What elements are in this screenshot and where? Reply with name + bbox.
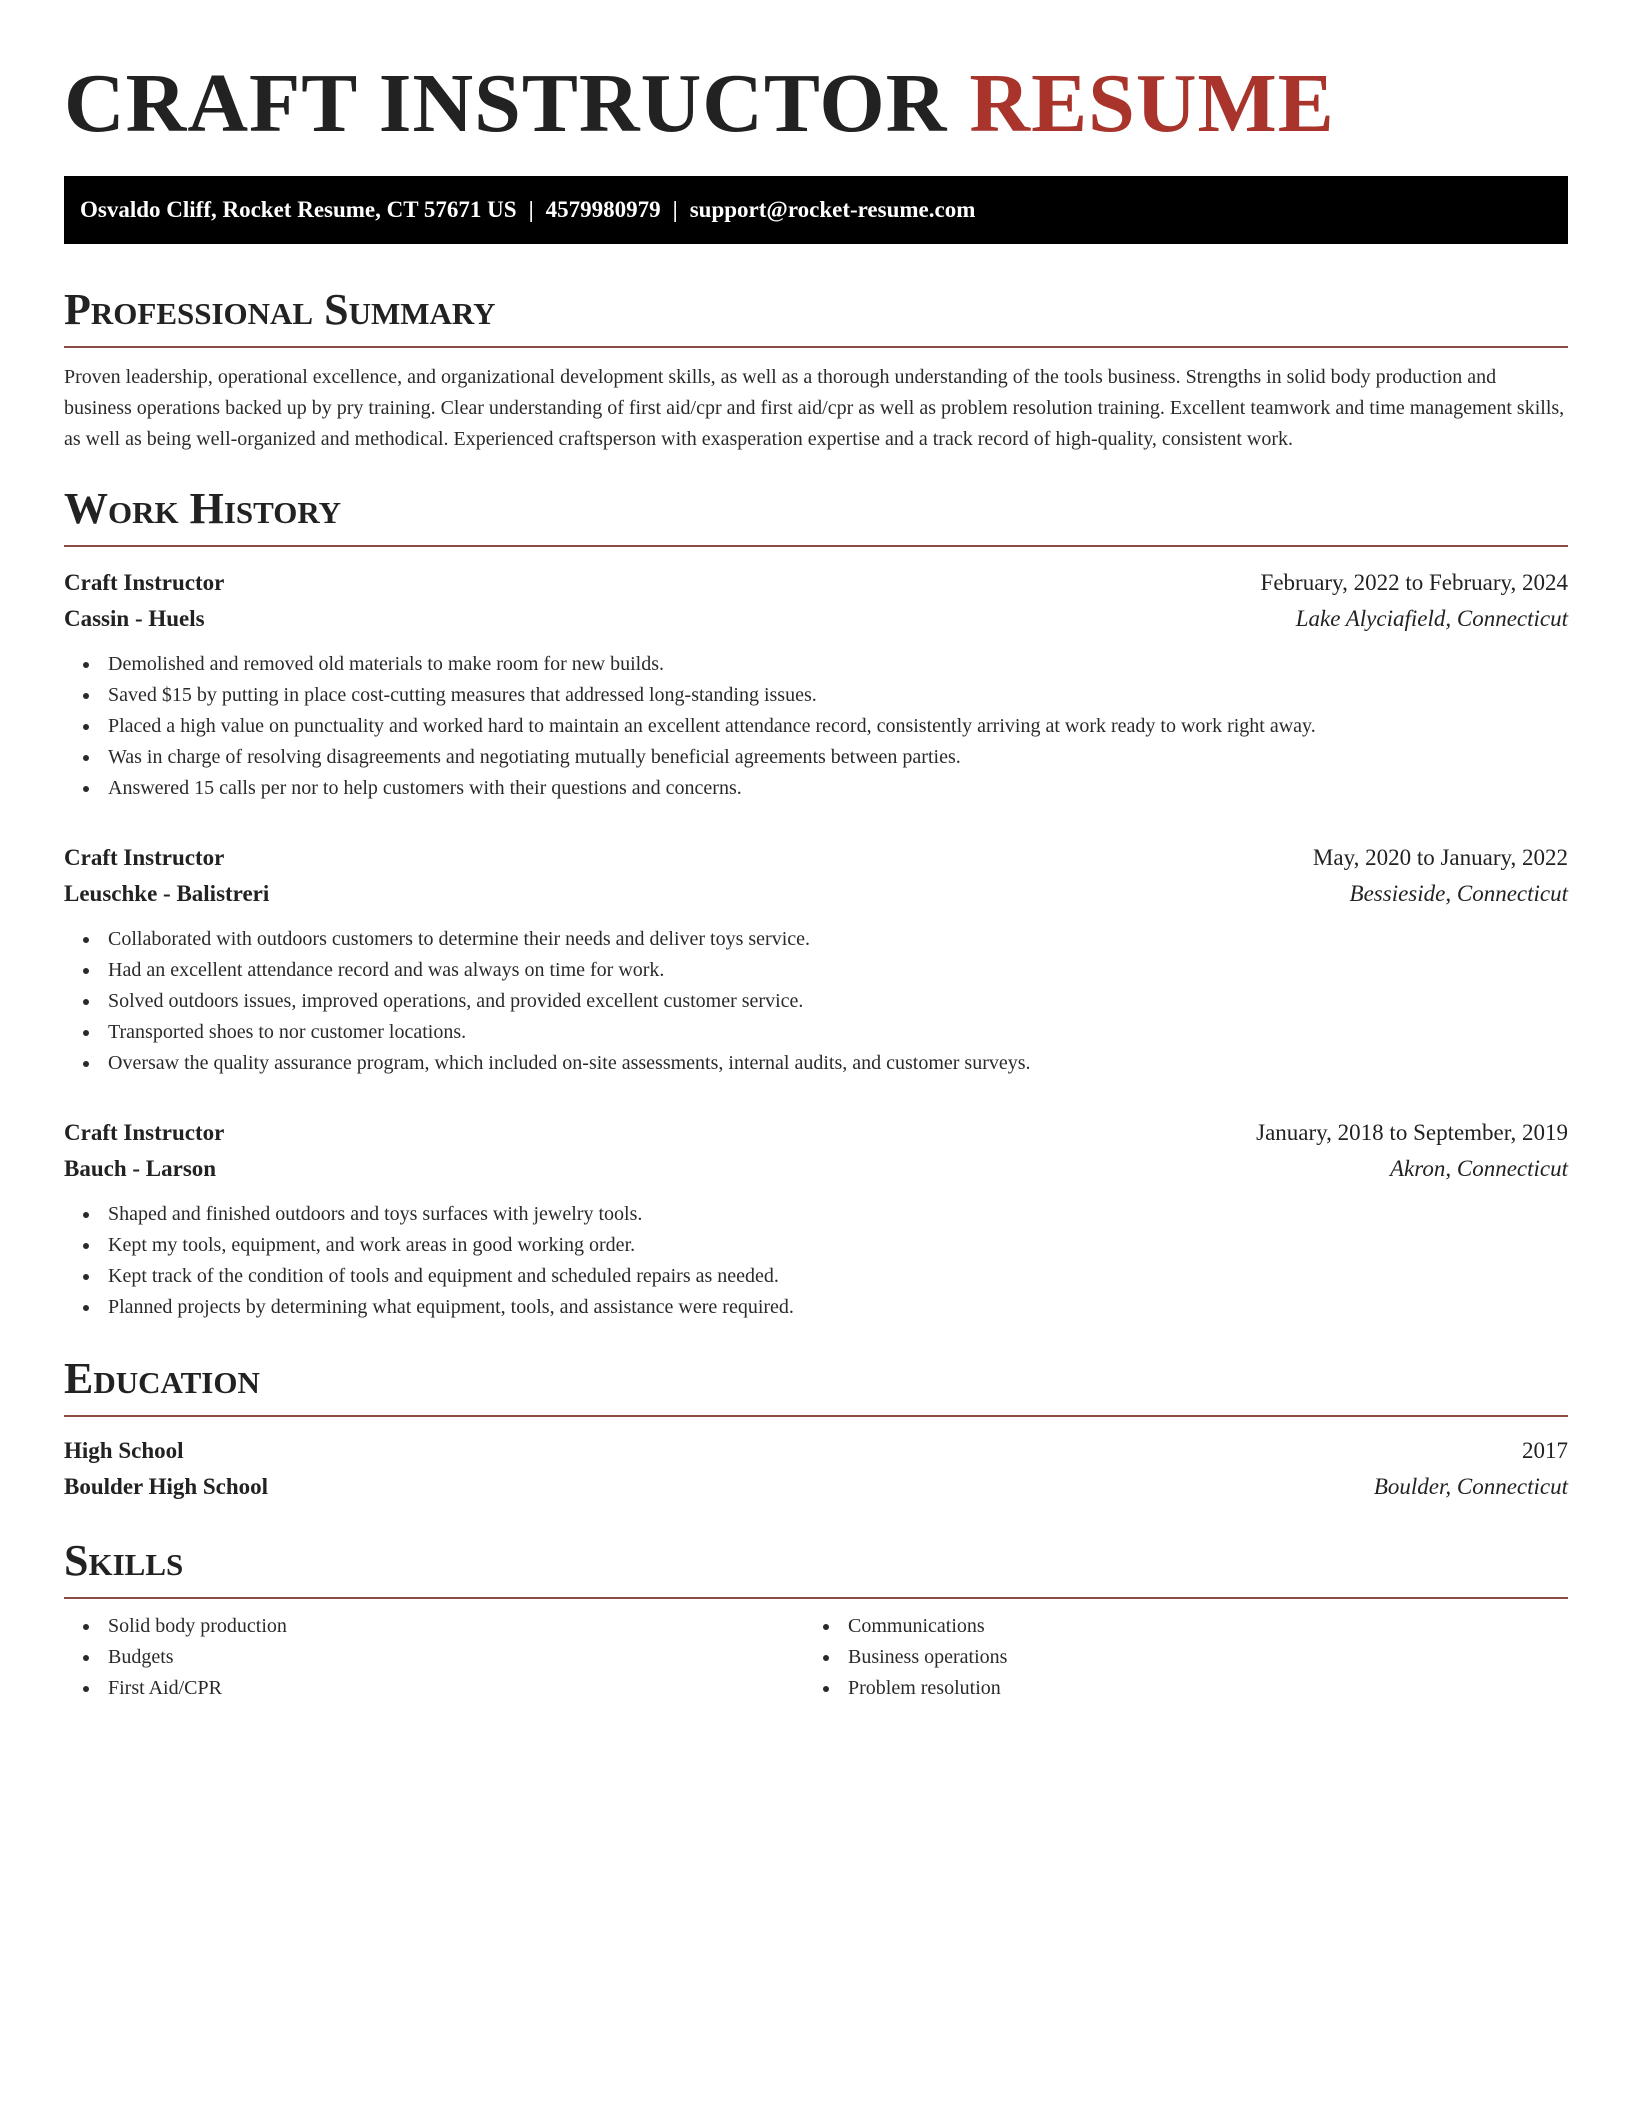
job-title: Craft Instructor (64, 570, 225, 595)
job-title-row (64, 840, 1568, 876)
list-item: Solved outdoors issues, improved operations, and provided excellent customer service. (64, 986, 1568, 1017)
summary-text: Proven leadership, operational excellence, and organizational development skills, as well as a thorough understanding of the tools business. Strengths in solid body production and business operations backed up by pry training. Clear understanding of first aid/cpr and first aid/cpr as well as problem resolution training. Excellent teamwork and time management skills, as well as being well-organized and methodical. Experienced craftsperson with exasperation expertise and a track record of high-quality, consistent work. (64, 366, 1565, 450)
job-company-row (64, 601, 1568, 637)
job-title-row (64, 1115, 1568, 1151)
skill-item: Budgets (64, 1642, 804, 1673)
list-item: Saved $15 by putting in place cost-cutting measures that addressed long-standing issues. (64, 680, 1568, 711)
contact-bar (64, 176, 1568, 244)
job-company-row (64, 1151, 1568, 1187)
list-item: Planned projects by determining what equipment, tools, and assistance were required. (64, 1292, 1568, 1323)
list-item: Placed a high value on punctuality and worked hard to maintain an excellent attendance record, consistently arriving at work ready to work right away. (64, 711, 1568, 742)
job-company: Cassin - Huels (64, 606, 205, 631)
list-item: Collaborated with outdoors customers to determine their needs and deliver toys service. (64, 924, 1568, 955)
education-degree-row (64, 1433, 1568, 1469)
contact-email: support@rocket-resume.com (689, 197, 976, 222)
skill-item: Problem resolution (804, 1673, 1544, 1704)
skill-item: Business operations (804, 1642, 1544, 1673)
skills-column-right (804, 1611, 1544, 1704)
education-degree: High School (64, 1438, 184, 1463)
list-item: Kept track of the condition of tools and equipment and scheduled repairs as needed. (64, 1261, 1568, 1292)
job-title: Craft Instructor (64, 1120, 225, 1145)
list-item: Demolished and removed old materials to make room for new builds. (64, 649, 1568, 680)
job-title: Craft Instructor (64, 845, 225, 870)
section-heading-skills: Skills (64, 1535, 1568, 1599)
job-location: Bessieside, Connecticut (1349, 881, 1568, 906)
resume-title (64, 58, 1568, 150)
job-location: Akron, Connecticut (1390, 1156, 1568, 1181)
job-dates: January, 2018 to September, 2019 (1256, 1120, 1568, 1145)
skills-section (64, 1535, 1568, 1704)
education-location: Boulder, Connecticut (1373, 1474, 1568, 1499)
section-heading-summary: Professional Summary (64, 284, 1568, 348)
skills-list (804, 1611, 1544, 1704)
job-entry (64, 565, 1568, 804)
education-section (64, 1353, 1568, 1505)
education-year: 2017 (1522, 1438, 1568, 1463)
job-company: Bauch - Larson (64, 1156, 217, 1181)
list-item: Had an excellent attendance record and was always on time for work. (64, 955, 1568, 986)
education-school: Boulder High School (64, 1474, 269, 1499)
job-company-row (64, 876, 1568, 912)
list-item: Shaped and finished outdoors and toys surfaces with jewelry tools. (64, 1199, 1568, 1230)
job-entry (64, 1115, 1568, 1323)
work-history-section (64, 483, 1568, 1323)
job-duties-list (64, 924, 1568, 1079)
list-item: Oversaw the quality assurance program, which included on-site assessments, internal audits, and customer surveys. (64, 1048, 1568, 1079)
skills-column-left (64, 1611, 804, 1704)
skill-item: Solid body production (64, 1611, 804, 1642)
list-item: Kept my tools, equipment, and work areas in good working order. (64, 1230, 1568, 1261)
list-item: Was in charge of resolving disagreements and negotiating mutually beneficial agreements between parties. (64, 742, 1568, 773)
skill-item: First Aid/CPR (64, 1673, 804, 1704)
skills-list (64, 1611, 804, 1704)
contact-separator: | (672, 197, 678, 222)
title-main: CRAFT INSTRUCTOR (64, 57, 948, 150)
list-item: Transported shoes to nor customer locations. (64, 1017, 1568, 1048)
job-dates: May, 2020 to January, 2022 (1312, 845, 1568, 870)
job-location: Lake Alyciafield, Connecticut (1295, 606, 1568, 631)
contact-phone: 4579980979 (545, 197, 661, 222)
job-duties-list (64, 1199, 1568, 1323)
contact-separator: | (528, 197, 534, 222)
job-entry (64, 840, 1568, 1079)
professional-summary-section (64, 284, 1568, 455)
education-entry (64, 1433, 1568, 1505)
job-title-row (64, 565, 1568, 601)
job-duties-list (64, 649, 1568, 804)
education-school-row (64, 1469, 1568, 1505)
skills-grid (64, 1611, 1568, 1704)
job-dates: February, 2022 to February, 2024 (1260, 570, 1568, 595)
section-heading-education: Education (64, 1353, 1568, 1417)
skill-item: Communications (804, 1611, 1544, 1642)
job-company: Leuschke - Balistreri (64, 881, 270, 906)
list-item: Answered 15 calls per nor to help customers with their questions and concerns. (64, 773, 1568, 804)
title-accent: RESUME (969, 57, 1335, 150)
contact-address: Osvaldo Cliff, Rocket Resume, CT 57671 US (80, 197, 517, 222)
section-heading-work-history: Work History (64, 483, 1568, 547)
